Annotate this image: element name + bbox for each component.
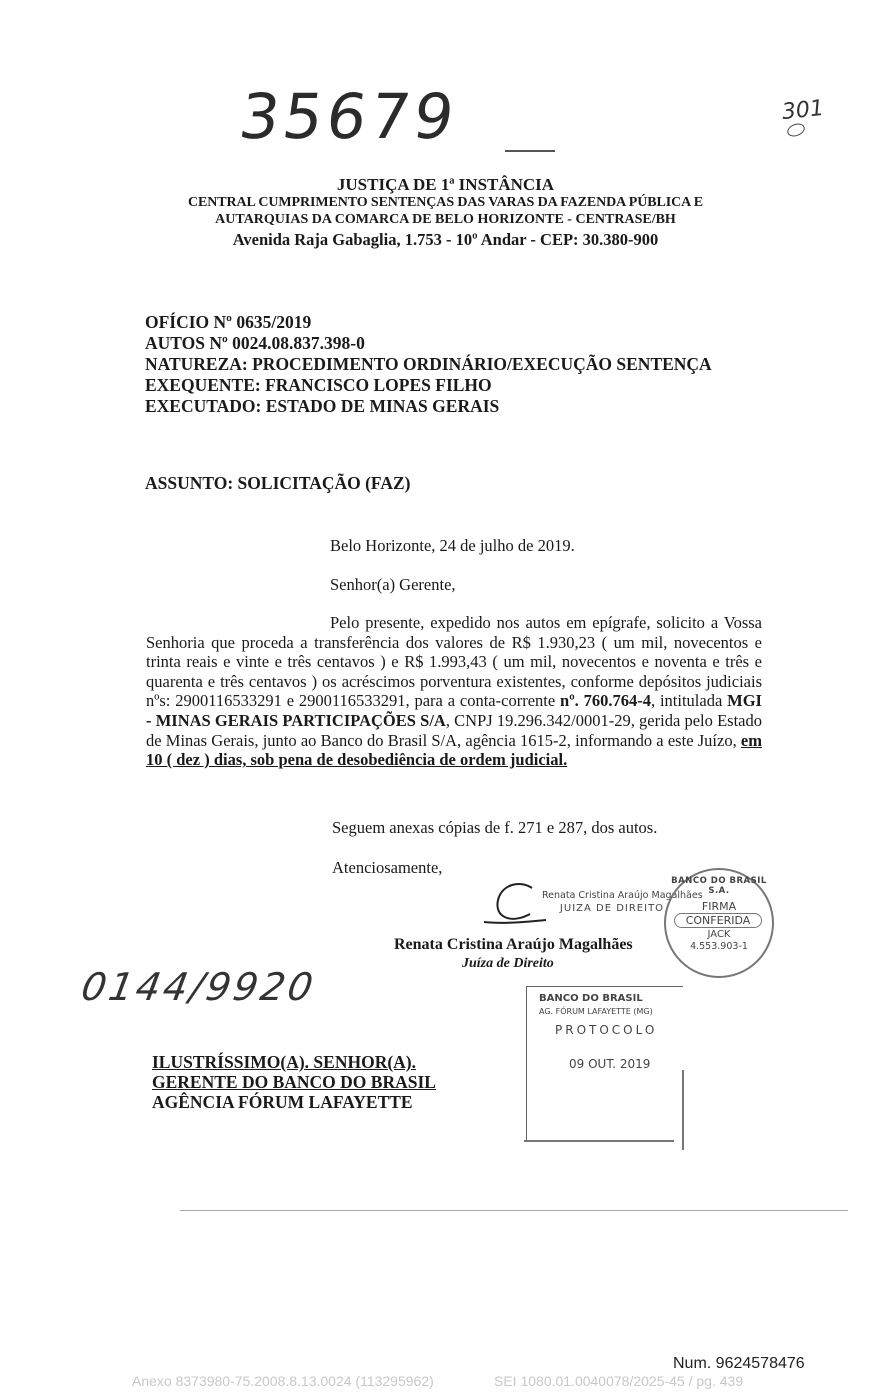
attachments-note: Seguem anexas cópias de f. 271 e 287, dos autos. [332,818,658,837]
protocol-date: 09 OUT. 2019 [569,1057,651,1071]
recipient-title: ILUSTRÍSSIMO(A). SENHOR(A). [152,1052,416,1072]
stamp-judge-role: JUIZA DE DIREITO [559,903,665,914]
footer-anexo: Anexo 8373980-75.2008.8.13.0024 (113295962) [132,1373,434,1389]
recipient-role: GERENTE DO BANCO DO BRASIL [152,1072,436,1092]
header-comarca: AUTARQUIAS DA COMARCA DE BELO HORIZONTE - CENTRASE/BH [215,212,676,227]
oficio-number: OFÍCIO Nº 0635/2019 [145,312,312,332]
body-text-1: Pelo presente, expedido nos autos em epígrafe, solicito a Vossa Senhoria que proceda a transferência dos valores de R$ 1.930,23 ( um mil, novecentos e trinta reais e vinte e três centavos ) e R$ 1.993,43 ( um mil, novecentos e noventa e três e quarenta e três centavos ) os acréscimos porventura existentes, conforme depósitos judiciais nºs: 2900116533291 e 2900116533291, para a conta-corrente [146,613,762,711]
stamp-judge-name: Renata Cristina Araújo Magalhães [542,890,703,901]
account-number: nº. 760.764-4 [560,691,651,711]
body-text-2: , intitulada [651,691,728,711]
protocol-stamp [526,986,683,1141]
handwritten-corner-note [780,95,826,126]
bank-signature-stamp [664,868,774,978]
header-title: JUSTIÇA DE 1ª INSTÂNCIA [336,175,555,194]
handwritten-process-number: 35679 [234,80,463,153]
autos-number: AUTOS Nº 0024.08.837.398-0 [145,333,365,353]
protocol-stamp-right-edge [682,1070,684,1150]
signature-stamp [542,889,703,915]
protocol-stamp-bottom-edge [524,1140,674,1142]
handwritten-protocol-number: 0144/9920 [78,965,320,1009]
header-central: CENTRAL CUMPRIMENTO SENTENÇAS DAS VARAS DA FAZENDA PÚBLICA E [188,195,703,210]
protocol-bank-name: BANCO DO BRASIL [539,993,643,1004]
signer-role: Juíza de Direito [462,956,554,971]
scan-divider [180,1210,848,1211]
body-text-3: , CNPJ 19.296.342/0001-29, gerida pelo Estado de Minas Gerais, junto ao Banco do Brasil S/A, agência 1615-2, informando a este Juízo, [146,710,763,750]
footer-sei: SEI 1080.01.0040078/2025-45 / pg. 439 [494,1373,744,1389]
deadline-warning: em 10 ( dez ) dias, sob pena de desobediência de ordem judicial. [146,730,762,770]
handwritten-underline [505,150,555,152]
bank-stamp-conferida: CONFERIDA [674,913,762,928]
signature-scribble [480,878,550,938]
subject: ASSUNTO: SOLICITAÇÃO (FAZ) [145,473,411,493]
letter-body [146,613,762,770]
recipient-agency: AGÊNCIA FÓRUM LAFAYETTE [152,1092,413,1112]
signer-name: Renata Cristina Araújo Magalhães [394,936,633,953]
protocol-label: PROTOCOLO [555,1023,658,1037]
exequente: EXEQUENTE: FRANCISCO LOPES FILHO [145,375,492,395]
salutation: Senhor(a) Gerente, [330,575,456,594]
case-info [145,312,712,417]
bank-stamp-arc: BANCO DO BRASIL S.A. [671,876,767,896]
document-number: Num. 9624578476 [673,1355,805,1372]
bank-stamp-firma: FIRMA [701,900,737,913]
closing: Atenciosamente, [332,858,443,877]
recipient-block [152,1052,436,1112]
header-address: Avenida Raja Gabaglia, 1.753 - 10º Andar - CEP: 30.380-900 [232,230,659,249]
account-holder: MGI - MINAS GERAIS PARTICIPAÇÕES S/A [146,691,762,730]
protocol-agency: AG. FÓRUM LAFAYETTE (MG) [539,1007,653,1016]
executado: EXECUTADO: ESTADO DE MINAS GERAIS [145,396,500,416]
corner-note-text: 301 [780,95,826,126]
letter-date: Belo Horizonte, 24 de julho de 2019. [330,536,575,555]
bank-stamp-id: 4.553.903-1 [690,941,748,952]
bank-stamp-name: JACK [707,929,731,940]
natureza: NATUREZA: PROCEDIMENTO ORDINÁRIO/EXECUÇÃO SENTENÇA [145,354,712,374]
